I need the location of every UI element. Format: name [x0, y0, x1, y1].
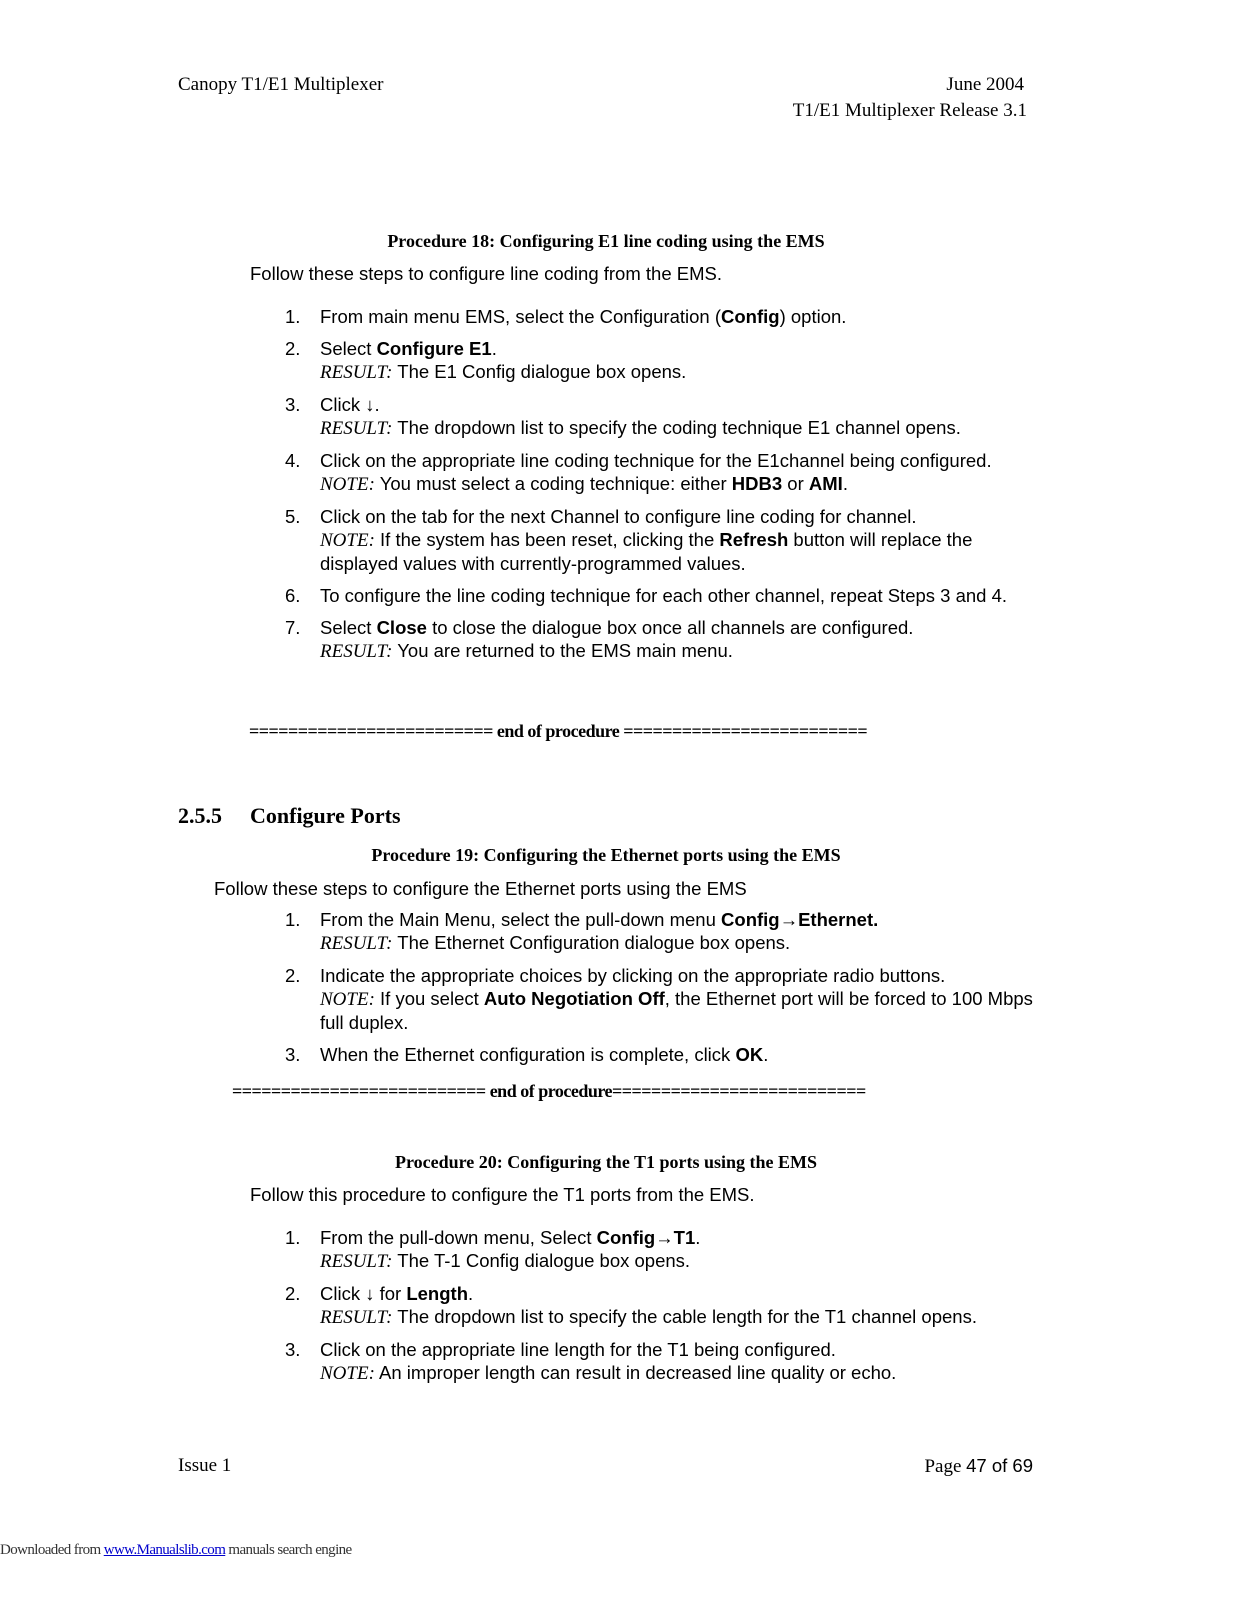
- procedure-19-title: Procedure 19: Configuring the Ethernet ports using the EMS: [371, 845, 841, 865]
- list-item: 5. Click on the tab for the next Channel to configure line coding for channel. NOTE: If the system has been reset, clicking the Refresh button will replace the displayed values with currently-programmed values.: [285, 506, 973, 574]
- procedure-20-steps: [285, 1226, 1045, 1394]
- procedure-18-steps: [285, 305, 1045, 672]
- procedure-19-intro: Follow these steps to configure the Ethernet ports using the EMS: [214, 878, 747, 899]
- footer-issue: Issue 1: [178, 1455, 232, 1476]
- list-item: 2. Indicate the appropriate choices by clicking on the appropriate radio buttons. NOTE: If you select Auto Negotiation Off, the Ethernet port will be forced to 100 Mbps full duplex.: [285, 965, 1033, 1033]
- result-label: RESULT:: [320, 1251, 393, 1272]
- list-item: 1. From the Main Menu, select the pull-down menu Config→Ethernet. RESULT: The Ethernet Configuration dialogue box opens.: [285, 909, 879, 954]
- list-item: 7. Select Close to close the dialogue box once all channels are configured. RESULT: You are returned to the EMS main menu.: [285, 617, 914, 662]
- list-item: 2. Select Configure E1. RESULT: The E1 Config dialogue box opens.: [285, 338, 687, 383]
- footer-page-number: Page 47 of 69: [924, 1455, 1033, 1477]
- procedure-19-steps: [285, 908, 1045, 1075]
- list-item: 2. Click ↓ for Length. RESULT: The dropdown list to specify the cable length for the T1 channel opens.: [285, 1283, 977, 1328]
- header-release: T1/E1 Multiplexer Release 3.1: [792, 100, 1027, 121]
- note-label: NOTE:: [320, 1363, 375, 1384]
- result-label: RESULT:: [320, 418, 393, 439]
- list-item: 3. When the Ethernet configuration is complete, click OK.: [285, 1044, 769, 1065]
- manualslib-link[interactable]: www.Manualslib.com: [103, 1542, 226, 1558]
- list-item: 6. To configure the line coding technique for each other channel, repeat Steps 3 and 4.: [285, 585, 1008, 606]
- header-date: June 2004: [946, 74, 1024, 95]
- procedure-20-title: Procedure 20: Configuring the T1 ports using the EMS: [394, 1152, 818, 1172]
- list-item: 3. Click ↓. RESULT: The dropdown list to specify the coding technique E1 channel opens.: [285, 394, 961, 439]
- download-footer: Downloaded from www.Manualslib.com manuals search engine: [0, 1542, 352, 1558]
- list-item: 3. Click on the appropriate line length for the T1 being configured. NOTE: An improper length can result in decreased line quality or echo.: [285, 1339, 897, 1384]
- procedure-18-title: Procedure 18: Configuring E1 line coding using the EMS: [387, 231, 825, 251]
- note-label: NOTE:: [320, 989, 375, 1010]
- result-label: RESULT:: [320, 641, 393, 662]
- result-label: RESULT:: [320, 1307, 393, 1328]
- note-label: NOTE:: [320, 474, 375, 495]
- result-label: RESULT:: [320, 362, 393, 383]
- result-label: RESULT:: [320, 933, 393, 954]
- header-product: Canopy T1/E1 Multiplexer: [178, 74, 384, 95]
- list-item: 1. From main menu EMS, select the Configuration (Config) option.: [285, 306, 847, 327]
- note-label: NOTE:: [320, 530, 375, 551]
- end-of-procedure-19: ========================== end of procedure==========================: [232, 1081, 866, 1101]
- section-number: 2.5.5: [178, 803, 222, 828]
- end-of-procedure-18: ========================= end of procedure =========================: [249, 721, 868, 741]
- procedure-20-intro: Follow this procedure to configure the T1 ports from the EMS.: [250, 1184, 755, 1205]
- list-item: 4. Click on the appropriate line coding technique for the E1channel being configured. NOTE: You must select a coding technique: either HDB3 or AMI.: [285, 450, 992, 495]
- procedure-18-intro: Follow these steps to configure line coding from the EMS.: [250, 263, 722, 284]
- section-title: Configure Ports: [250, 803, 401, 828]
- list-item: 1. From the pull-down menu, Select Config→T1. RESULT: The T-1 Config dialogue box opens.: [285, 1227, 701, 1272]
